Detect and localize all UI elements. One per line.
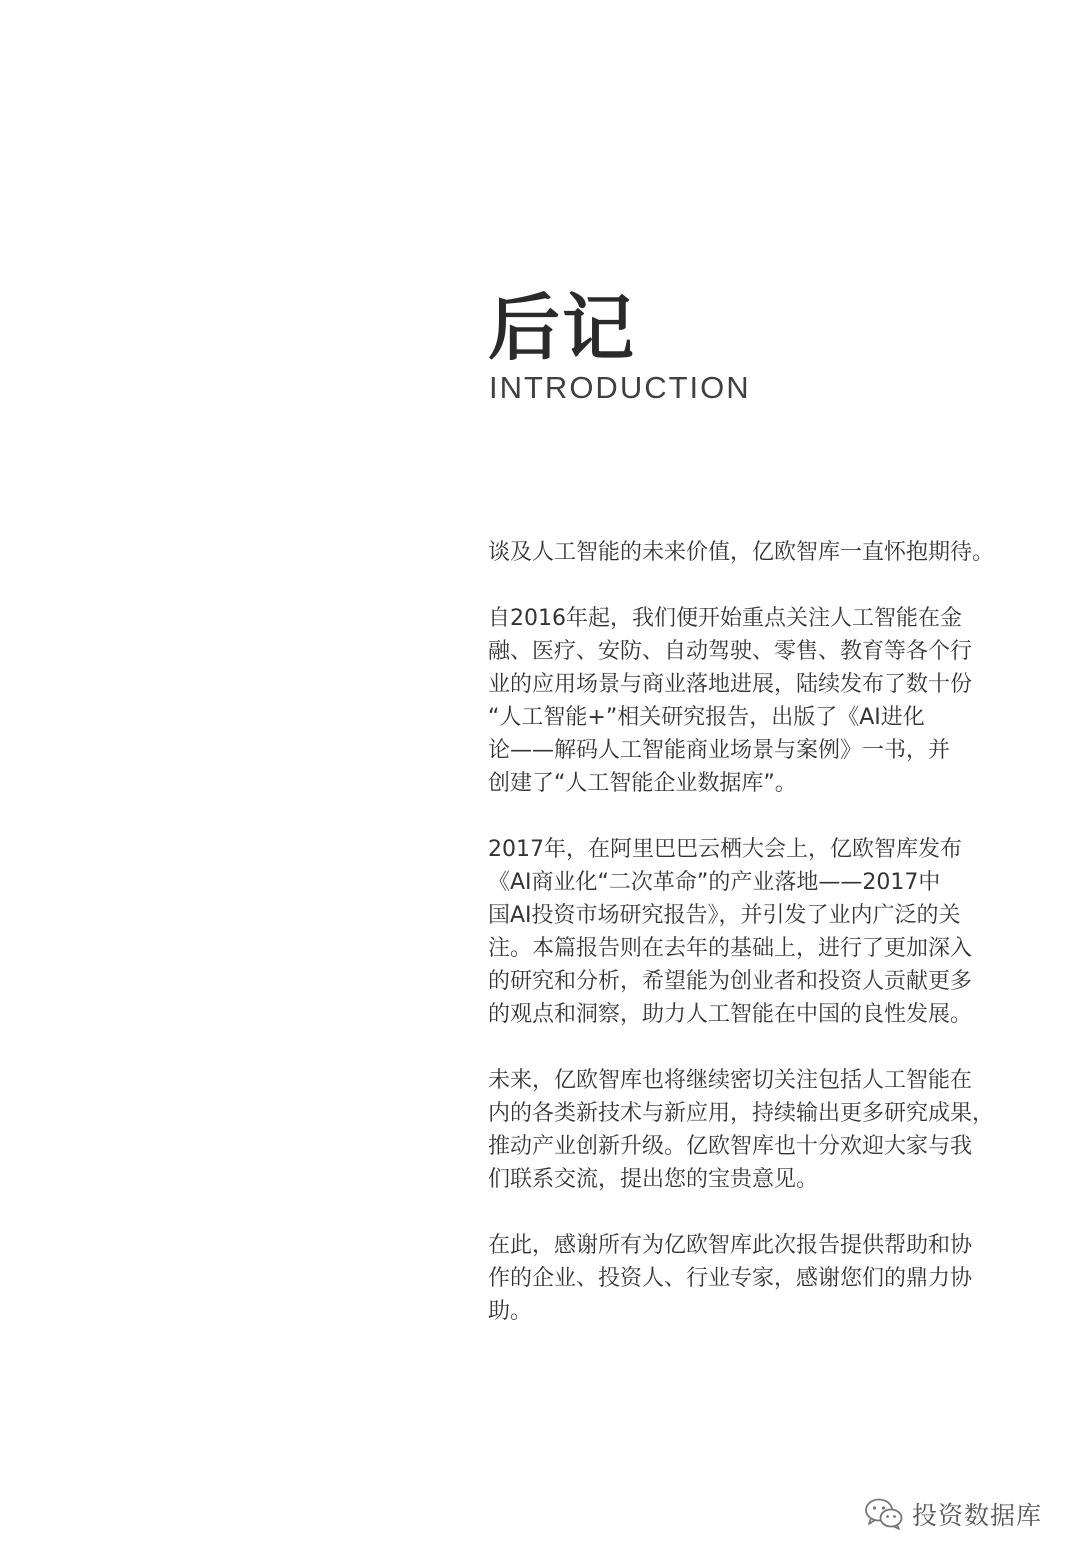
- page-subtitle: INTRODUCTION: [489, 370, 751, 405]
- text-line: 的观点和洞察，助力人工智能在中国的良性发展。: [488, 1002, 973, 1027]
- text-line: 推动产业创新升级。亿欧智库也十分欢迎大家与我: [488, 1134, 973, 1159]
- paragraph-4: [488, 1064, 995, 1196]
- text-line: 2017年，在阿里巴巴云栖大会上，亿欧智库发布: [488, 837, 962, 862]
- paragraph-1: [488, 536, 995, 569]
- text-line: 融、医疗、安防、自动驾驶、零售、教育等各个行: [488, 639, 973, 664]
- watermark-text: 投资数据库: [912, 1501, 1043, 1530]
- wechat-icon: [864, 1497, 904, 1531]
- page-title: 后记: [488, 286, 637, 370]
- text-line: 自2016年起，我们便开始重点关注人工智能在金: [488, 606, 962, 631]
- text-line: 创建了“人工智能企业数据库”。: [488, 771, 797, 796]
- text-line: 的研究和分析，希望能为创业者和投资人贡献更多: [488, 969, 973, 994]
- source-watermark: [864, 1496, 1042, 1532]
- paragraph-2: [488, 602, 988, 800]
- text-line: 们联系交流，提出您的宝贵意见。: [488, 1167, 819, 1192]
- text-line: 业的应用场景与商业落地进展，陆续发布了数十份: [488, 672, 973, 697]
- text-line: 未来，亿欧智库也将继续密切关注包括人工智能在: [488, 1068, 973, 1093]
- text-line: 《AI商业化“二次革命”的产业落地——2017中: [488, 870, 941, 895]
- text-line: 内的各类新技术与新应用，持续输出更多研究成果，: [488, 1101, 995, 1126]
- text-line: 谈及人工智能的未来价值，亿欧智库一直怀抱期待。: [488, 540, 995, 565]
- text-line: 在此，感谢所有为亿欧智库此次报告提供帮助和协: [488, 1233, 973, 1258]
- paragraph-3: [488, 833, 988, 1031]
- text-line: 作的企业、投资人、行业专家，感谢您们的鼎力协: [488, 1266, 973, 1291]
- text-line: “人工智能+”相关研究报告，出版了《AI进化: [488, 705, 925, 730]
- paragraph-5: [488, 1229, 988, 1328]
- text-line: 注。本篇报告则在去年的基础上，进行了更加深入: [488, 936, 973, 961]
- text-line: 论——解码人工智能商业场景与案例》一书，并: [488, 738, 951, 763]
- text-line: 助。: [488, 1299, 533, 1324]
- text-line: 国AI投资市场研究报告》，并引发了业内广泛的关: [488, 903, 961, 928]
- body-text: [488, 536, 995, 1361]
